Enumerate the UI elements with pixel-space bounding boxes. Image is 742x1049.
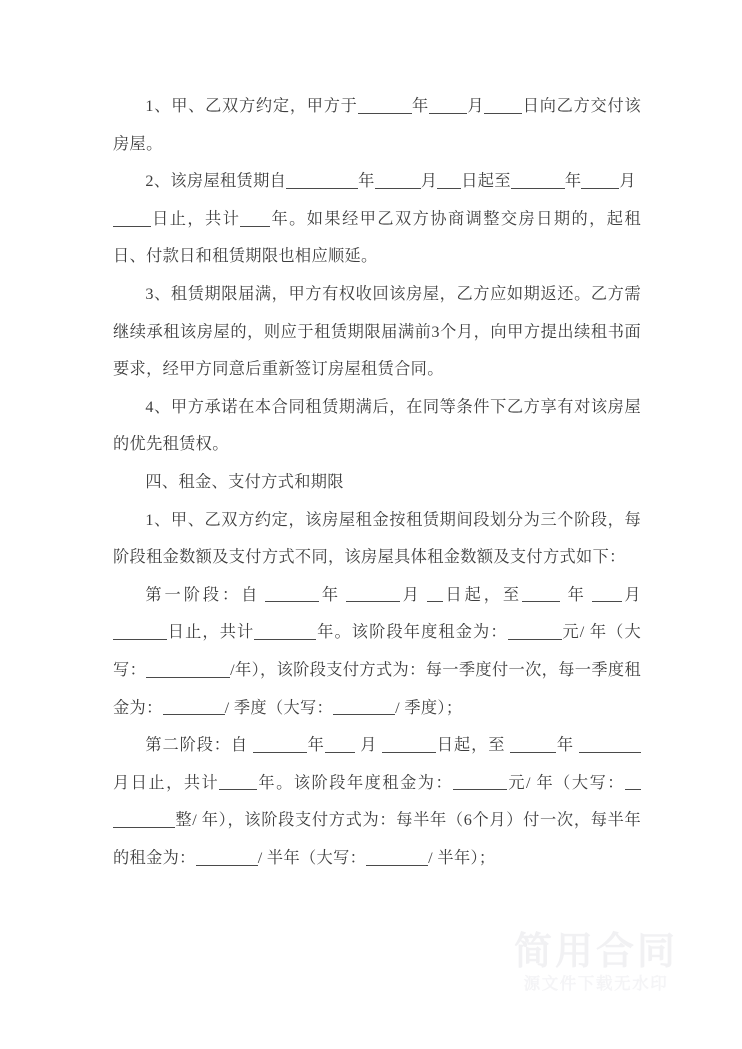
blank-line[interactable] xyxy=(429,96,467,114)
text-run: 月 xyxy=(621,585,641,604)
text-run: 月 xyxy=(619,172,636,191)
blank-line[interactable] xyxy=(427,584,443,602)
text-run: / 季度）； xyxy=(395,698,463,717)
watermark-subtitle-text: 源文件下载无水印 xyxy=(523,974,669,994)
text-run: 日起至 xyxy=(461,172,511,191)
document-body xyxy=(113,88,641,877)
blank-line[interactable] xyxy=(146,660,230,678)
text-run: 年 xyxy=(307,736,325,755)
blank-line[interactable] xyxy=(286,171,358,189)
text-run: / 半年（大写： xyxy=(257,848,367,867)
blank-line[interactable] xyxy=(592,584,622,602)
text-run: 月 xyxy=(420,172,438,191)
text-run: 日起，至 xyxy=(442,585,523,604)
text-run: 日起，至 xyxy=(436,736,506,755)
blank-line[interactable] xyxy=(325,735,355,753)
text-run: 元/ 年（大写： xyxy=(113,623,641,679)
blank-line[interactable] xyxy=(333,697,395,715)
text-run: 1、甲、乙双方约定，甲方于 xyxy=(145,97,358,115)
paragraph-item-3: 3、租赁期限届满，甲方有权收回该房屋，乙方应如期返还。乙方需继续承租该房屋的，则应于租赁期限届满前3个月，向甲方提出续租书面要求，经甲方同意后重新签订房屋租赁合同。 xyxy=(113,284,641,379)
paragraph-stage-1 xyxy=(113,577,641,727)
text-run: 年 xyxy=(411,97,429,115)
blank-line[interactable] xyxy=(437,171,461,189)
text-run: 年 xyxy=(564,172,582,191)
text-run: 元/ 年（大写： xyxy=(507,773,626,792)
watermark xyxy=(480,931,712,997)
text-run: 年。该阶段年度租金为： xyxy=(257,773,454,792)
watermark-brand-text: 简用合同 xyxy=(513,929,678,974)
paragraph-section4-item-1: 1、甲、乙双方约定，该房屋租金按租赁期间段划分为三个阶段，每阶段租金数额及支付方式不同，该房屋具体租金数额及支付方式如下： xyxy=(113,510,641,567)
blank-line[interactable] xyxy=(382,735,436,753)
text-run: 日向乙方交付该房屋。 xyxy=(113,97,641,153)
blank-line[interactable] xyxy=(581,171,619,189)
text-run: 第二阶段：自 xyxy=(145,736,248,755)
blank-line[interactable] xyxy=(240,209,270,227)
blank-line[interactable] xyxy=(358,96,412,114)
blank-line[interactable] xyxy=(625,772,641,790)
blank-line[interactable] xyxy=(113,209,151,227)
blank-line[interactable] xyxy=(196,848,258,866)
blank-line[interactable] xyxy=(219,772,257,790)
blank-line[interactable] xyxy=(484,96,522,114)
blank-line[interactable] xyxy=(510,735,556,753)
paragraph-item-4: 4、甲方承诺在本合同租赁期满后，在同等条件下乙方享有对该房屋的优先租赁权。 xyxy=(113,397,641,454)
text-run: 日止，共计 xyxy=(130,773,220,792)
text-run: 年。如果经甲乙双方协商调整交房日期的，起租日、付款日和租赁期限也相应顺延。 xyxy=(113,209,641,266)
blank-line[interactable] xyxy=(265,584,319,602)
blank-line[interactable] xyxy=(508,622,562,640)
blank-line[interactable] xyxy=(511,171,565,189)
text-run: 整/ 年），该阶段支付方式为：每半年（6个月）付一次，每半年的租金为： xyxy=(113,811,641,867)
blank-line[interactable] xyxy=(375,171,421,189)
blank-line[interactable] xyxy=(113,622,167,640)
blank-line[interactable] xyxy=(113,810,175,828)
text-run: 月 xyxy=(113,773,131,792)
blank-line[interactable] xyxy=(346,584,400,602)
blank-line[interactable] xyxy=(163,697,225,715)
text-run: /年），该阶段支付方式为：每一季度付一次，每一季度租金为： xyxy=(113,660,642,717)
text-run: 日止，共计 xyxy=(167,623,255,642)
blank-line[interactable] xyxy=(579,735,641,753)
text-run: / 季度（大写： xyxy=(224,698,334,717)
text-run: 月 xyxy=(466,97,485,115)
blank-line[interactable] xyxy=(522,584,560,602)
text-run: 第一阶段：自 xyxy=(145,585,261,604)
paragraph-stage-2 xyxy=(113,727,641,877)
text-run: 2、该房屋租赁期自 xyxy=(145,172,287,191)
text-run: 月 xyxy=(359,736,378,755)
text-run: 年 xyxy=(358,172,375,191)
blank-line[interactable] xyxy=(453,772,507,790)
text-run: 年 xyxy=(556,736,574,755)
text-run: 年 xyxy=(565,585,587,604)
section-heading-four: 四、租金、支付方式和期限 xyxy=(145,472,344,491)
text-run: 日止，共计 xyxy=(151,209,241,228)
blank-line[interactable] xyxy=(254,622,316,640)
paragraph-item-2 xyxy=(113,163,641,276)
text-run: 年 xyxy=(319,585,342,604)
blank-line[interactable] xyxy=(366,848,428,866)
blank-line[interactable] xyxy=(253,735,307,753)
text-run: 年。该阶段年度租金为： xyxy=(316,623,508,642)
paragraph-item-1 xyxy=(113,88,641,163)
text-run: 月 xyxy=(400,585,422,604)
text-run: / 半年）； xyxy=(428,848,496,867)
